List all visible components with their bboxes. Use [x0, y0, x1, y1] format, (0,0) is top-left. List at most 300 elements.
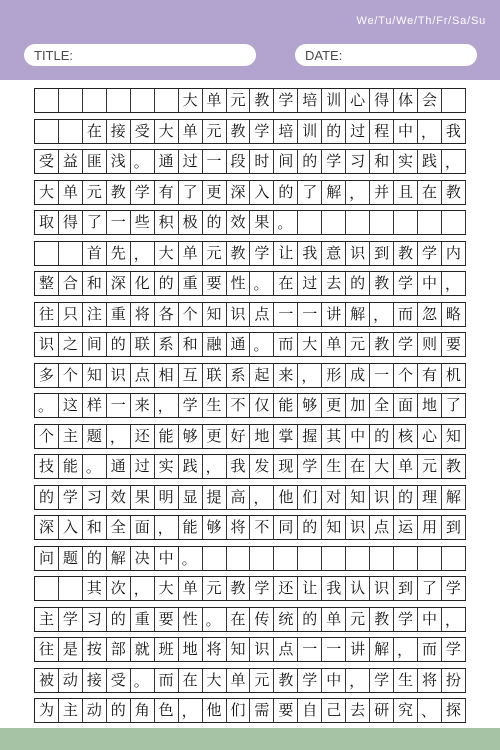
grid-cell: 主	[35, 608, 59, 631]
grid-cell: 略	[442, 303, 466, 326]
grid-cell: 大	[35, 181, 59, 204]
grid-cell: ，	[107, 425, 131, 448]
grid-cell: 主	[59, 425, 83, 448]
grid-cell: 过	[346, 120, 370, 143]
grid-cell: 的	[83, 547, 107, 570]
grid-cell: ，	[131, 577, 155, 600]
grid-cell	[346, 547, 370, 570]
grid-cell: 全	[107, 516, 131, 539]
grid-cell	[298, 547, 322, 570]
grid-cell: 元	[250, 669, 274, 692]
grid-cell: 一	[107, 394, 131, 417]
grid-row	[34, 119, 466, 144]
grid-cell: 和	[179, 333, 203, 356]
grid-cell: 浅	[107, 150, 131, 173]
grid-cell: 好	[227, 425, 251, 448]
grid-cell: 讲	[322, 303, 346, 326]
grid-cell: 学	[179, 394, 203, 417]
grid-cell: 且	[394, 181, 418, 204]
grid-cell: 就	[131, 638, 155, 661]
grid-cell: 性	[179, 608, 203, 631]
grid-cell: 在	[274, 272, 298, 295]
grid-cell: 教	[442, 181, 466, 204]
grid-cell: 点	[370, 516, 394, 539]
grid-cell: 运	[394, 516, 418, 539]
date-field[interactable]	[295, 44, 477, 66]
grid-cell: 心	[346, 89, 370, 112]
grid-cell: 相	[155, 364, 179, 387]
grid-cell: 更	[203, 181, 227, 204]
grid-cell: 显	[179, 486, 203, 509]
grid-cell: 联	[203, 364, 227, 387]
grid-cell: 学	[442, 577, 466, 600]
grid-cell: 的	[35, 486, 59, 509]
grid-cell: 段	[227, 150, 251, 173]
grid-cell: 还	[274, 577, 298, 600]
grid-cell: 学	[370, 669, 394, 692]
grid-cell: 到	[370, 242, 394, 265]
grid-cell: 能	[59, 455, 83, 478]
grid-cell: ，	[346, 181, 370, 204]
grid-cell: 教	[370, 608, 394, 631]
grid-cell: 践	[179, 455, 203, 478]
grid-cell: 取	[35, 211, 59, 234]
grid-row	[34, 668, 466, 693]
grid-cell: 中	[418, 272, 442, 295]
grid-cell: 入	[59, 516, 83, 539]
grid-cell: 要	[155, 608, 179, 631]
grid-row	[34, 180, 466, 205]
grid-cell: 是	[59, 638, 83, 661]
grid-row	[34, 363, 466, 388]
grid-cell: 过	[131, 455, 155, 478]
grid-cell: 和	[370, 150, 394, 173]
grid-cell	[227, 547, 251, 570]
grid-cell: 己	[322, 699, 346, 722]
grid-cell: 主	[59, 699, 83, 722]
grid-cell: 大	[370, 455, 394, 478]
grid-cell: 并	[370, 181, 394, 204]
grid-cell: 高	[227, 486, 251, 509]
grid-cell: 学	[250, 577, 274, 600]
grid-cell: 学	[322, 150, 346, 173]
grid-cell: 学	[394, 333, 418, 356]
grid-cell	[35, 120, 59, 143]
grid-cell	[418, 547, 442, 570]
grid-cell: 掌	[274, 425, 298, 448]
grid-cell: 中	[418, 608, 442, 631]
grid-cell: ，	[298, 364, 322, 387]
grid-cell: 在	[418, 181, 442, 204]
grid-cell: 讲	[346, 638, 370, 661]
grid-cell: 部	[107, 638, 131, 661]
grid-cell: 学	[298, 669, 322, 692]
grid-cell: 在	[346, 455, 370, 478]
grid-cell: 到	[442, 516, 466, 539]
grid-cell: 。	[179, 547, 203, 570]
grid-cell: 元	[203, 120, 227, 143]
grid-cell: 内	[442, 242, 466, 265]
grid-cell: 更	[203, 425, 227, 448]
grid-cell: 地	[179, 638, 203, 661]
grid-cell: 而	[274, 333, 298, 356]
grid-cell: 大	[155, 120, 179, 143]
grid-cell: 让	[274, 242, 298, 265]
grid-cell: 我	[322, 577, 346, 600]
grid-cell: ，	[442, 150, 466, 173]
grid-cell: 够	[298, 394, 322, 417]
grid-cell: 地	[418, 394, 442, 417]
grid-row	[34, 332, 466, 357]
grid-cell: 这	[59, 394, 83, 417]
grid-row	[34, 271, 466, 296]
grid-row	[34, 302, 466, 327]
grid-row	[34, 637, 466, 662]
grid-cell: 一	[322, 638, 346, 661]
grid-cell: 接	[107, 120, 131, 143]
grid-cell	[35, 89, 59, 112]
grid-cell: 他	[203, 699, 227, 722]
grid-cell: 的	[107, 608, 131, 631]
grid-row	[34, 485, 466, 510]
grid-cell: 单	[203, 89, 227, 112]
grid-cell: 色	[155, 699, 179, 722]
grid-cell: 有	[155, 181, 179, 204]
grid-cell: 中	[322, 669, 346, 692]
grid-cell: 了	[83, 211, 107, 234]
grid-cell: 深	[227, 181, 251, 204]
grid-cell: 按	[83, 638, 107, 661]
grid-cell: 为	[35, 699, 59, 722]
grid-cell: 训	[322, 89, 346, 112]
grid-cell: 地	[250, 425, 274, 448]
grid-cell	[442, 89, 466, 112]
grid-cell: 明	[155, 486, 179, 509]
grid-cell: 而	[418, 638, 442, 661]
grid-cell	[274, 547, 298, 570]
grid-cell: 一	[274, 303, 298, 326]
grid-cell: ，	[442, 272, 466, 295]
grid-cell: 机	[442, 364, 466, 387]
grid-cell: ，	[346, 669, 370, 692]
grid-cell: 深	[35, 516, 59, 539]
grid-cell: 研	[370, 699, 394, 722]
grid-cell: 加	[346, 394, 370, 417]
grid-cell: 积	[155, 211, 179, 234]
grid-cell: 中	[155, 547, 179, 570]
grid-cell: 解	[322, 181, 346, 204]
grid-cell: 起	[250, 364, 274, 387]
grid-cell: 重	[107, 303, 131, 326]
grid-cell	[322, 211, 346, 234]
grid-cell: 同	[274, 516, 298, 539]
grid-cell: 的	[107, 333, 131, 356]
grid-cell: 程	[370, 120, 394, 143]
grid-cell: ，	[155, 394, 179, 417]
grid-cell: 用	[418, 516, 442, 539]
grid-cell: 益	[59, 150, 83, 173]
grid-cell: 习	[346, 150, 370, 173]
grid-cell: 去	[346, 699, 370, 722]
grid-cell: 个	[394, 364, 418, 387]
grid-cell: 认	[346, 577, 370, 600]
grid-cell: 单	[59, 181, 83, 204]
grid-cell: 。	[203, 608, 227, 631]
grid-cell: 在	[227, 608, 251, 631]
grid-cell: 将	[131, 303, 155, 326]
grid-cell: 之	[59, 333, 83, 356]
grid-cell: 化	[131, 272, 155, 295]
grid-cell: 角	[131, 699, 155, 722]
grid-row	[34, 424, 466, 449]
grid-cell	[59, 89, 83, 112]
grid-cell: 生	[203, 394, 227, 417]
grid-cell: 元	[227, 89, 251, 112]
grid-cell: 了	[442, 394, 466, 417]
grid-cell: 来	[131, 394, 155, 417]
grid-cell: 核	[394, 425, 418, 448]
grid-cell: 要	[203, 272, 227, 295]
grid-cell: 传	[250, 608, 274, 631]
grid-cell: 发	[250, 455, 274, 478]
grid-cell: 的	[298, 150, 322, 173]
grid-cell	[250, 547, 274, 570]
grid-cell: 只	[59, 303, 83, 326]
grid-cell: 教	[442, 455, 466, 478]
grid-cell: ，	[394, 638, 418, 661]
grid-cell: 的	[298, 516, 322, 539]
grid-cell	[418, 211, 442, 234]
grid-cell: 先	[107, 242, 131, 265]
grid-cell: 往	[35, 638, 59, 661]
grid-cell: 的	[394, 486, 418, 509]
grid-cell: 们	[298, 486, 322, 509]
grid-cell: 学	[394, 608, 418, 631]
grid-cell: 决	[131, 547, 155, 570]
grid-cell: 通	[107, 455, 131, 478]
grid-cell: 元	[203, 242, 227, 265]
grid-cell: 习	[83, 486, 107, 509]
grid-cell: 心	[418, 425, 442, 448]
grid-cell: 单	[179, 242, 203, 265]
grid-cell: 实	[394, 150, 418, 173]
date-label: DATE:	[305, 47, 343, 63]
grid-cell: 扮	[442, 669, 466, 692]
grid-cell: 的	[346, 272, 370, 295]
grid-cell: 实	[155, 455, 179, 478]
grid-cell: 一	[370, 364, 394, 387]
grid-cell: 个	[179, 303, 203, 326]
grid-cell: 个	[59, 364, 83, 387]
grid-cell: 的	[322, 120, 346, 143]
title-label: TITLE:	[34, 47, 74, 63]
grid-cell: 融	[203, 333, 227, 356]
grid-cell: 够	[179, 425, 203, 448]
grid-row	[34, 698, 466, 723]
grid-cell: 效	[227, 211, 251, 234]
grid-cell: 整	[35, 272, 59, 295]
grid-cell	[83, 89, 107, 112]
grid-cell	[442, 211, 466, 234]
grid-cell	[394, 211, 418, 234]
grid-cell: 个	[35, 425, 59, 448]
grid-cell: 题	[59, 547, 83, 570]
grid-cell: 入	[250, 181, 274, 204]
grid-cell: 能	[274, 394, 298, 417]
grid-cell: 受	[35, 150, 59, 173]
grid-cell: 教	[370, 272, 394, 295]
grid-cell	[346, 211, 370, 234]
grid-cell: 匪	[83, 150, 107, 173]
grid-cell: 解	[370, 638, 394, 661]
grid-cell: 解	[346, 303, 370, 326]
grid-cell: 注	[83, 303, 107, 326]
grid-cell: 中	[346, 425, 370, 448]
grid-cell: 解	[442, 486, 466, 509]
grid-cell: 单	[322, 608, 346, 631]
grid-cell: 和	[83, 272, 107, 295]
grid-cell	[442, 547, 466, 570]
grid-cell: 时	[250, 150, 274, 173]
grid-cell: 接	[83, 669, 107, 692]
grid-cell: 成	[346, 364, 370, 387]
grid-cell: 通	[227, 333, 251, 356]
grid-cell: 不	[227, 394, 251, 417]
grid-cell: 的	[203, 211, 227, 234]
grid-cell: 究	[394, 699, 418, 722]
writing-grid	[34, 88, 466, 728]
grid-cell: 样	[83, 394, 107, 417]
grid-cell: 握	[298, 425, 322, 448]
grid-cell: 的	[274, 181, 298, 204]
grid-cell: 识	[370, 486, 394, 509]
grid-cell: 题	[83, 425, 107, 448]
grid-row	[34, 241, 466, 266]
grid-cell: 知	[83, 364, 107, 387]
grid-cell	[394, 547, 418, 570]
grid-cell	[370, 547, 394, 570]
grid-cell: 探	[442, 699, 466, 722]
grid-cell	[59, 120, 83, 143]
grid-cell: 解	[107, 547, 131, 570]
grid-cell: 。	[250, 272, 274, 295]
bottom-strip	[0, 728, 500, 750]
grid-cell: 识	[370, 577, 394, 600]
grid-cell: 自	[298, 699, 322, 722]
grid-cell	[59, 577, 83, 600]
header-bar	[0, 0, 500, 80]
grid-cell	[370, 211, 394, 234]
grid-cell: 全	[370, 394, 394, 417]
grid-cell: 更	[322, 394, 346, 417]
grid-cell: 效	[107, 486, 131, 509]
grid-cell: 的	[107, 699, 131, 722]
grid-cell: 不	[250, 516, 274, 539]
grid-row	[34, 88, 466, 113]
grid-cell: 面	[394, 394, 418, 417]
grid-cell: 元	[83, 181, 107, 204]
grid-cell	[322, 547, 346, 570]
grid-cell: 元	[346, 333, 370, 356]
grid-cell	[35, 242, 59, 265]
grid-cell: 学	[250, 120, 274, 143]
grid-cell: 、	[418, 699, 442, 722]
grid-cell: 多	[35, 364, 59, 387]
grid-cell: 一	[107, 211, 131, 234]
grid-cell: 重	[131, 608, 155, 631]
grid-cell: 识	[346, 242, 370, 265]
grid-cell: 。	[250, 333, 274, 356]
grid-row	[34, 576, 466, 601]
grid-cell: 的	[370, 425, 394, 448]
grid-cell: 单	[179, 120, 203, 143]
grid-cell: 能	[179, 516, 203, 539]
grid-cell: ，	[370, 303, 394, 326]
grid-row	[34, 454, 466, 479]
grid-cell	[203, 547, 227, 570]
grid-cell: 班	[155, 638, 179, 661]
grid-cell: 一	[298, 638, 322, 661]
grid-cell: 教	[227, 120, 251, 143]
grid-cell: 还	[131, 425, 155, 448]
grid-cell: 我	[298, 242, 322, 265]
grid-cell: 通	[155, 150, 179, 173]
grid-cell: 有	[418, 364, 442, 387]
grid-cell: 学	[131, 181, 155, 204]
grid-cell: 。	[274, 211, 298, 234]
grid-cell: 面	[131, 516, 155, 539]
grid-cell: 了	[179, 181, 203, 204]
grid-cell: 我	[227, 455, 251, 478]
grid-cell: 则	[418, 333, 442, 356]
grid-cell: 过	[179, 150, 203, 173]
grid-cell: 需	[250, 699, 274, 722]
grid-cell: 识	[250, 638, 274, 661]
title-field[interactable]	[24, 44, 256, 66]
grid-cell: 些	[131, 211, 155, 234]
grid-cell: 仅	[250, 394, 274, 417]
grid-cell: 教	[227, 242, 251, 265]
grid-cell	[298, 211, 322, 234]
grid-cell: 学	[442, 638, 466, 661]
grid-row	[34, 607, 466, 632]
grid-cell: 。	[131, 669, 155, 692]
grid-cell: 系	[155, 333, 179, 356]
grid-cell: 知	[203, 303, 227, 326]
grid-cell: 让	[298, 577, 322, 600]
grid-cell: 。	[83, 455, 107, 478]
grid-cell: 培	[298, 89, 322, 112]
grid-cell: 元	[203, 577, 227, 600]
grid-cell: 被	[35, 669, 59, 692]
grid-cell: 技	[35, 455, 59, 478]
grid-cell: 的	[298, 608, 322, 631]
grid-cell: 大	[298, 333, 322, 356]
grid-cell: 间	[83, 333, 107, 356]
grid-cell: 培	[274, 120, 298, 143]
grid-cell: 学	[59, 608, 83, 631]
grid-cell: 学	[394, 272, 418, 295]
grid-cell: 知	[227, 638, 251, 661]
grid-cell	[59, 242, 83, 265]
grid-cell: 单	[322, 333, 346, 356]
grid-cell: 学	[418, 242, 442, 265]
grid-cell: 够	[203, 516, 227, 539]
grid-cell: 在	[83, 120, 107, 143]
grid-cell: 到	[394, 577, 418, 600]
grid-cell: 问	[35, 547, 59, 570]
grid-row	[34, 393, 466, 418]
